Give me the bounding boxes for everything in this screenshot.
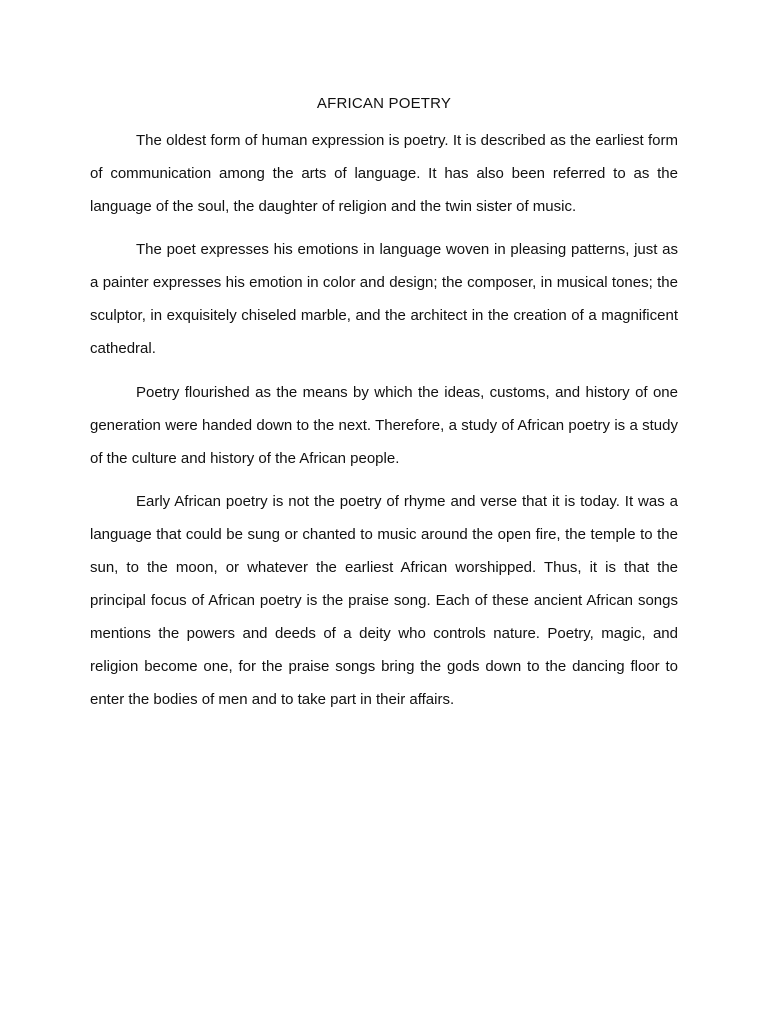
paragraph-3: Poetry flourished as the means by which the ideas, customs, and history of one generation were handed down to the next. Therefore, a study of African poetry is a study of the culture and history of the African people. bbox=[90, 384, 678, 467]
paragraph-2: The poet expresses his emotions in language woven in pleasing patterns, just as a painter expresses his emotion in color and design; the composer, in musical tones; the sculptor, in exquisitely chiseled marble, and the architect in the creation of a magnificent cathedral. bbox=[90, 241, 678, 357]
paragraph-4: Early African poetry is not the poetry of rhyme and verse that it is today. It was a language that could be sung or chanted to music around the open fire, the temple to the sun, to the moon, or whatever the earliest African worshipped. Thus, it is that the principal focus of African poetry is the praise song. Each of these ancient African songs mentions the powers and deeds of a deity who controls nature. Poetry, magic, and religion become one, for the praise songs bring the gods down to the dancing floor to enter the bodies of men and to take part in their affairs. bbox=[90, 493, 678, 708]
document-title: AFRICAN POETRY bbox=[316, 95, 452, 112]
paragraph-1: The oldest form of human expression is poetry. It is described as the earliest form of communication among the arts of language. It has also been referred to as the language of the soul, the daughter of religion and the twin sister of music. bbox=[90, 132, 678, 215]
